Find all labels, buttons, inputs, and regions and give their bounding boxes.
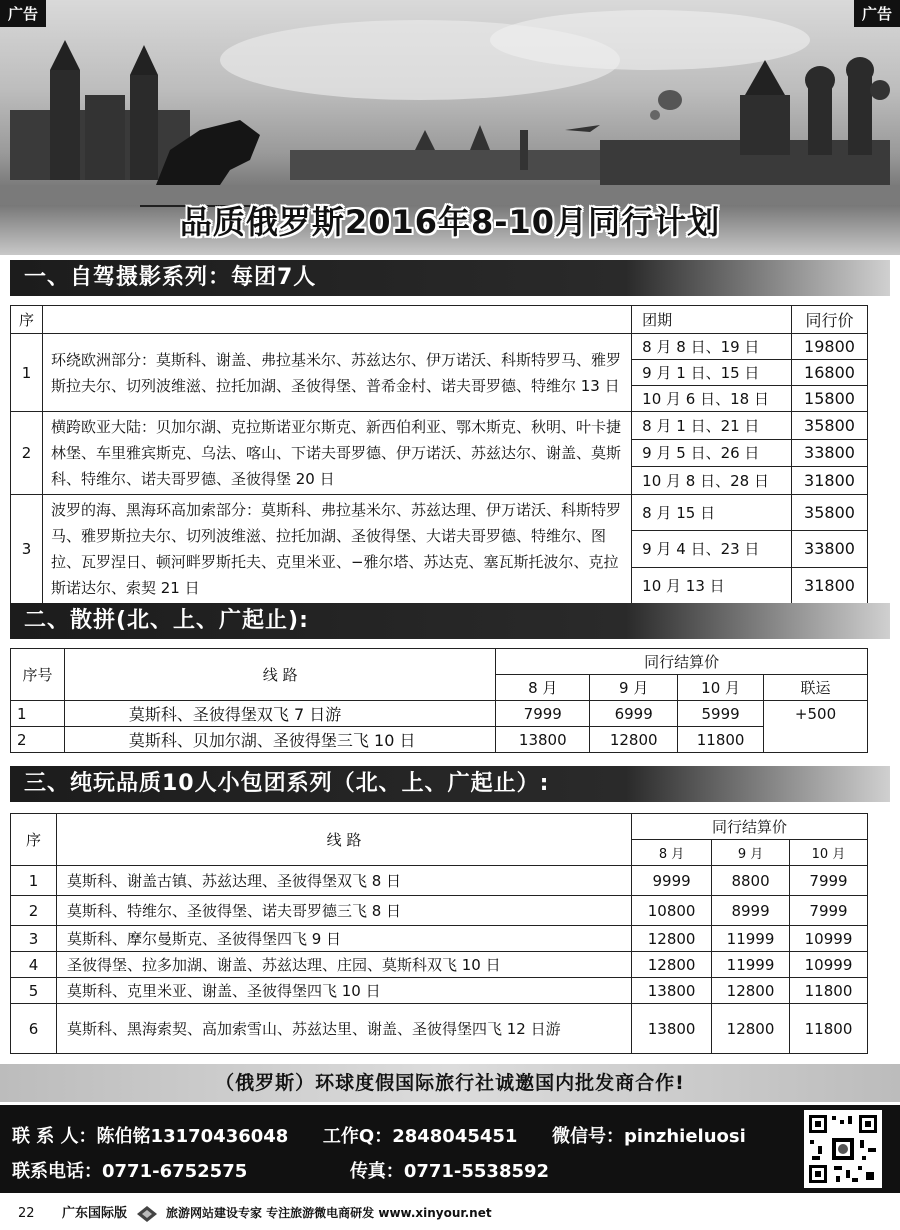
row-price: 31800: [792, 567, 868, 603]
row-price-9: 12800: [712, 1004, 790, 1054]
row-idx: 2: [11, 727, 65, 753]
row-price-8: 7999: [496, 701, 590, 727]
row-price-8: 13800: [632, 978, 712, 1004]
row-date: 10 月 8 日、28 日: [632, 467, 792, 495]
row-price-9: 8999: [712, 896, 790, 926]
contact-panel: [0, 1105, 900, 1193]
header-price-group: 同行结算价: [496, 649, 868, 675]
row-price-10: 11800: [790, 978, 868, 1004]
row-idx: 1: [11, 334, 43, 412]
header-route: 线 路: [56, 814, 631, 866]
row-idx: 2: [11, 896, 57, 926]
partnership-invite: （俄罗斯）环球度假国际旅行社诚邀国内批发商合作!: [0, 1064, 900, 1102]
row-price: 16800: [792, 360, 868, 386]
row-route: 环绕欧洲部分：莫斯科、谢盖、弗拉基米尔、苏兹达尔、伊万诺沃、科斯特罗马、雅罗斯拉夫尔、切列波维滋、拉托加湖、圣彼得堡、普希金村、诺夫哥罗德、特维尔 13 日: [42, 334, 631, 412]
header-route: 线 路: [64, 649, 495, 701]
row-price-10: 5999: [678, 701, 764, 727]
header-month-9: 9 月: [712, 840, 790, 866]
table-row: [11, 495, 868, 531]
table-row: [11, 926, 868, 952]
private-tour-table: [10, 813, 868, 1054]
wechat-label: 微信号：: [552, 1126, 625, 1147]
phone-number: 0771-6752575: [102, 1161, 248, 1182]
row-price: 19800: [792, 334, 868, 360]
row-route: 莫斯科、谢盖古镇、苏兹达理、圣彼得堡双飞 8 日: [56, 866, 631, 896]
fax-number: 0771-5538592: [403, 1161, 550, 1182]
row-idx: 3: [11, 495, 43, 604]
transfer-price: +500: [764, 701, 868, 753]
publication-name: 广东国际版: [62, 1206, 128, 1221]
row-date: 8 月 8 日、19 日: [632, 334, 792, 360]
table-row: [11, 1004, 868, 1054]
header-dates: 团期: [632, 306, 792, 334]
contact-line-2: [12, 1157, 549, 1183]
header-price: 同行价: [792, 306, 868, 334]
row-price-9: 6999: [590, 701, 678, 727]
row-idx: 2: [11, 412, 43, 495]
row-price-8: 13800: [632, 1004, 712, 1054]
row-idx: 5: [11, 978, 57, 1004]
contact-person-label: 联 系 人：: [12, 1126, 97, 1147]
table-row: [11, 334, 868, 360]
header-idx: 序号: [11, 649, 65, 701]
phone-label: 联系电话：: [12, 1161, 102, 1182]
row-price-10: 11800: [790, 1004, 868, 1054]
row-price-8: 9999: [632, 866, 712, 896]
row-date: 9 月 1 日、15 日: [632, 360, 792, 386]
header-price-group: 同行结算价: [632, 814, 868, 840]
table-row: [11, 866, 868, 896]
ad-label-left: 广告: [0, 0, 46, 27]
row-price-10: 7999: [790, 866, 868, 896]
qr-code-icon: [804, 1110, 882, 1188]
row-idx: 1: [11, 866, 57, 896]
header-month-8: 8 月: [496, 675, 590, 701]
page-footer: [0, 1197, 900, 1230]
self-drive-table: [10, 305, 868, 604]
row-route: 莫斯科、摩尔曼斯克、圣彼得堡四飞 9 日: [56, 926, 631, 952]
row-route: 莫斯科、特维尔、圣彼得堡、诺夫哥罗德三飞 8 日: [56, 896, 631, 926]
row-price-8: 10800: [632, 896, 712, 926]
row-date: 8 月 1 日、21 日: [632, 412, 792, 440]
row-price: 35800: [792, 412, 868, 440]
table-header-row: [11, 814, 868, 840]
qq-label: 工作Q：: [322, 1126, 393, 1147]
row-price-10: 10999: [790, 952, 868, 978]
table-row: [11, 412, 868, 440]
row-date: 10 月 13 日: [632, 567, 792, 603]
row-price-9: 8800: [712, 866, 790, 896]
row-idx: 6: [11, 1004, 57, 1054]
row-price: 31800: [792, 467, 868, 495]
header-month-8: 8 月: [632, 840, 712, 866]
contact-person: 陈伯铭13170436048: [96, 1126, 289, 1147]
row-price-8: 13800: [496, 727, 590, 753]
table-row: [11, 701, 868, 727]
table-row: [11, 896, 868, 926]
table-header-row: [11, 306, 868, 334]
table-row: [11, 952, 868, 978]
section1-heading: 一、自驾摄影系列：每团7人: [10, 260, 890, 296]
sponsor-logo-icon: [137, 1206, 157, 1222]
row-idx: 3: [11, 926, 57, 952]
header-month-9: 9 月: [590, 675, 678, 701]
banner-image: [0, 0, 900, 255]
row-price: 35800: [792, 495, 868, 531]
header-month-10: 10 月: [790, 840, 868, 866]
sponsor-slogan: 旅游网站建设专家 专注旅游微电商研发 www.xinyour.net: [166, 1206, 492, 1220]
contact-line-1: [12, 1122, 746, 1148]
row-idx: 1: [11, 701, 65, 727]
row-price-10: 10999: [790, 926, 868, 952]
row-price-8: 12800: [632, 952, 712, 978]
header-month-10: 10 月: [678, 675, 764, 701]
banner-title: 品质俄罗斯2016年8-10月同行计划: [179, 203, 721, 241]
row-date: 8 月 15 日: [632, 495, 792, 531]
row-route: 莫斯科、圣彼得堡双飞 7 日游: [64, 701, 495, 727]
row-price: 33800: [792, 439, 868, 467]
row-route: 莫斯科、贝加尔湖、圣彼得堡三飞 10 日: [64, 727, 495, 753]
row-route: 波罗的海、黑海环高加索部分：莫斯科、弗拉基米尔、苏兹达理、伊万诺沃、科斯特罗马、雅罗斯拉夫尔、切列波维滋、拉托加湖、圣彼得堡、大诺夫哥罗德、特维尔、图拉、瓦罗涅日、顿河畔罗斯托夫、克里米亚、−雅尔塔、苏达克、塞瓦斯托波尔、克拉斯诺达尔、索契 21 日: [42, 495, 631, 604]
qq-number: 2848045451: [392, 1126, 518, 1147]
row-route: 莫斯科、黑海索契、高加索雪山、苏兹达里、谢盖、圣彼得堡四飞 12 日游: [56, 1004, 631, 1054]
row-price-9: 12800: [712, 978, 790, 1004]
row-price-10: 7999: [790, 896, 868, 926]
section3-heading: 三、纯玩品质10人小包团系列（北、上、广起止）:: [10, 766, 890, 802]
header-transfer: 联运: [764, 675, 868, 701]
row-date: 10 月 6 日、18 日: [632, 386, 792, 412]
ad-label-right: 广告: [854, 0, 900, 27]
row-date: 9 月 4 日、23 日: [632, 531, 792, 567]
row-price-9: 11999: [712, 952, 790, 978]
header-idx: 序: [11, 814, 57, 866]
row-idx: 4: [11, 952, 57, 978]
row-date: 9 月 5 日、26 日: [632, 439, 792, 467]
section2-heading: 二、散拼(北、上、广起止):: [10, 603, 890, 639]
header-idx: 序: [11, 306, 43, 334]
row-price: 15800: [792, 386, 868, 412]
row-price-10: 11800: [678, 727, 764, 753]
row-price-9: 11999: [712, 926, 790, 952]
table-row: [11, 727, 868, 753]
table-row: [11, 978, 868, 1004]
row-price: 33800: [792, 531, 868, 567]
page-number: 22: [18, 1206, 35, 1221]
fax-label: 传真：: [349, 1161, 404, 1182]
row-price-9: 12800: [590, 727, 678, 753]
row-price-8: 12800: [632, 926, 712, 952]
group-tour-table: [10, 648, 868, 753]
wechat-id: pinzhieluosi: [624, 1126, 746, 1147]
row-route: 圣彼得堡、拉多加湖、谢盖、苏兹达理、庄园、莫斯科双飞 10 日: [56, 952, 631, 978]
row-route: 莫斯科、克里米亚、谢盖、圣彼得堡四飞 10 日: [56, 978, 631, 1004]
header-route: [42, 306, 631, 334]
table-header-row: [11, 649, 868, 675]
row-route: 横跨欧亚大陆：贝加尔湖、克拉斯诺亚尔斯克、新西伯利亚、鄂木斯克、秋明、叶卡捷林堡、车里雅宾斯克、乌法、喀山、下诺夫哥罗德、伊万诺沃、苏兹达尔、谢盖、莫斯科、特维尔、诺夫哥罗德、圣彼得堡 20 日: [42, 412, 631, 495]
